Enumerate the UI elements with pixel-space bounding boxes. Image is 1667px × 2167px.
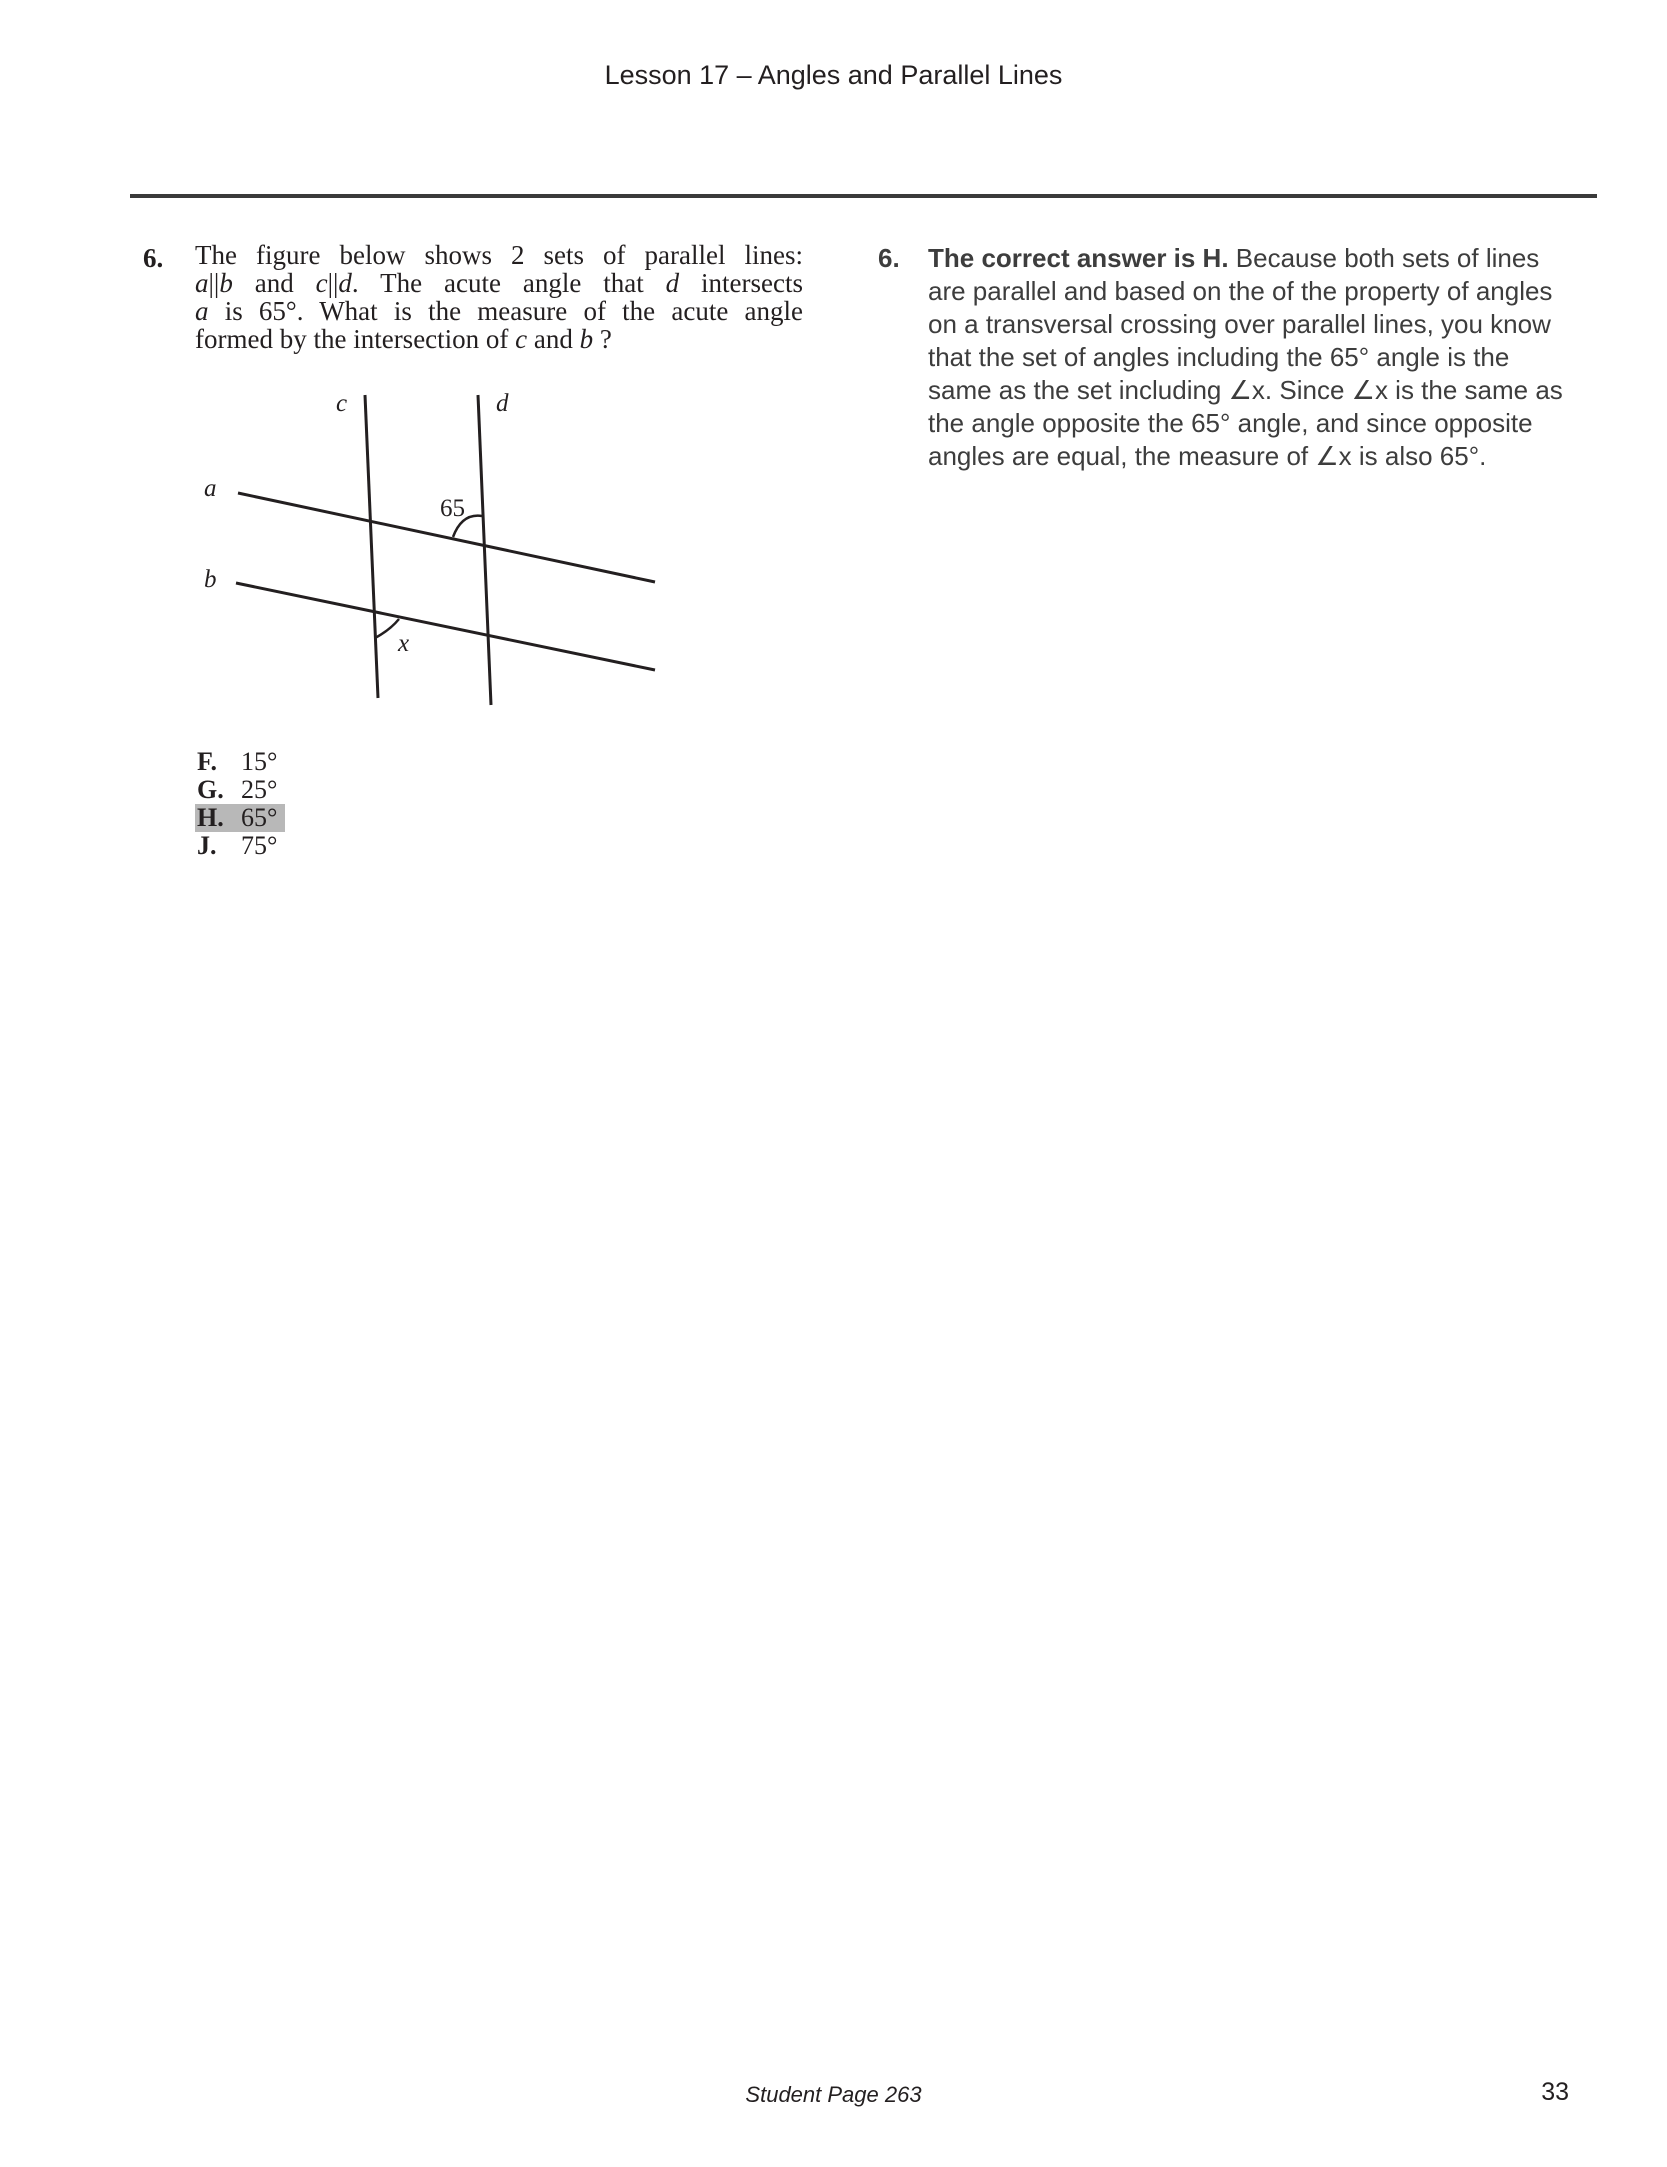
- header-divider: [130, 194, 1597, 198]
- question-line-2: a||b and c||d. The acute angle that d intersects: [195, 268, 803, 298]
- line-b: [236, 583, 655, 670]
- label-line-b: b: [204, 566, 217, 593]
- choice-h-selected[interactable]: H. 65°: [195, 804, 285, 832]
- question-text: [195, 241, 803, 353]
- answer-line-2: are parallel and based on the of the property of angles: [928, 276, 1553, 306]
- question-line-4: formed by the intersection of c and b ?: [195, 324, 612, 354]
- lesson-title: Lesson 17 – Angles and Parallel Lines: [604, 60, 1063, 90]
- angle-label-x: x: [398, 630, 410, 657]
- choice-j[interactable]: J. 75°: [197, 831, 278, 860]
- answer-line-3: on a transversal crossing over parallel lines, you know: [928, 309, 1551, 339]
- angle-label-65: 65: [440, 495, 465, 522]
- parallel-lines-figure: [190, 385, 670, 715]
- answer-line-7: angles are equal, the measure of ∠x is also 65°.: [928, 441, 1487, 471]
- answer-explanation: [928, 242, 1588, 473]
- question-line-3: a is 65°. What is the measure of the acute angle: [195, 296, 803, 326]
- answer-lead: The correct answer is H.: [928, 243, 1229, 273]
- answer-line-5: same as the set including ∠x. Since ∠x is the same as: [928, 375, 1563, 405]
- answer-line-1: The correct answer is H. Because both sets of lines: [928, 243, 1540, 273]
- answer-line-4: that the set of angles including the 65° angle is the: [928, 342, 1510, 372]
- student-page-reference: Student Page 263: [745, 2082, 922, 2107]
- line-c: [365, 395, 378, 698]
- label-line-d: d: [496, 390, 509, 417]
- question-line-1: The figure below shows 2 sets of parallel lines:: [195, 240, 803, 270]
- choice-f[interactable]: F. 15°: [197, 747, 278, 776]
- choice-g[interactable]: G. 25°: [197, 775, 278, 804]
- answer-choices: [195, 748, 285, 860]
- line-d: [478, 395, 491, 705]
- answer-line-6: the angle opposite the 65° angle, and since opposite: [928, 408, 1533, 438]
- angle-arc-x: [375, 619, 399, 638]
- page-number: 33: [1541, 2078, 1569, 2106]
- label-line-a: a: [204, 475, 217, 502]
- question-number: 6.: [143, 243, 164, 273]
- answer-number: 6.: [878, 243, 900, 273]
- label-line-c: c: [336, 390, 348, 417]
